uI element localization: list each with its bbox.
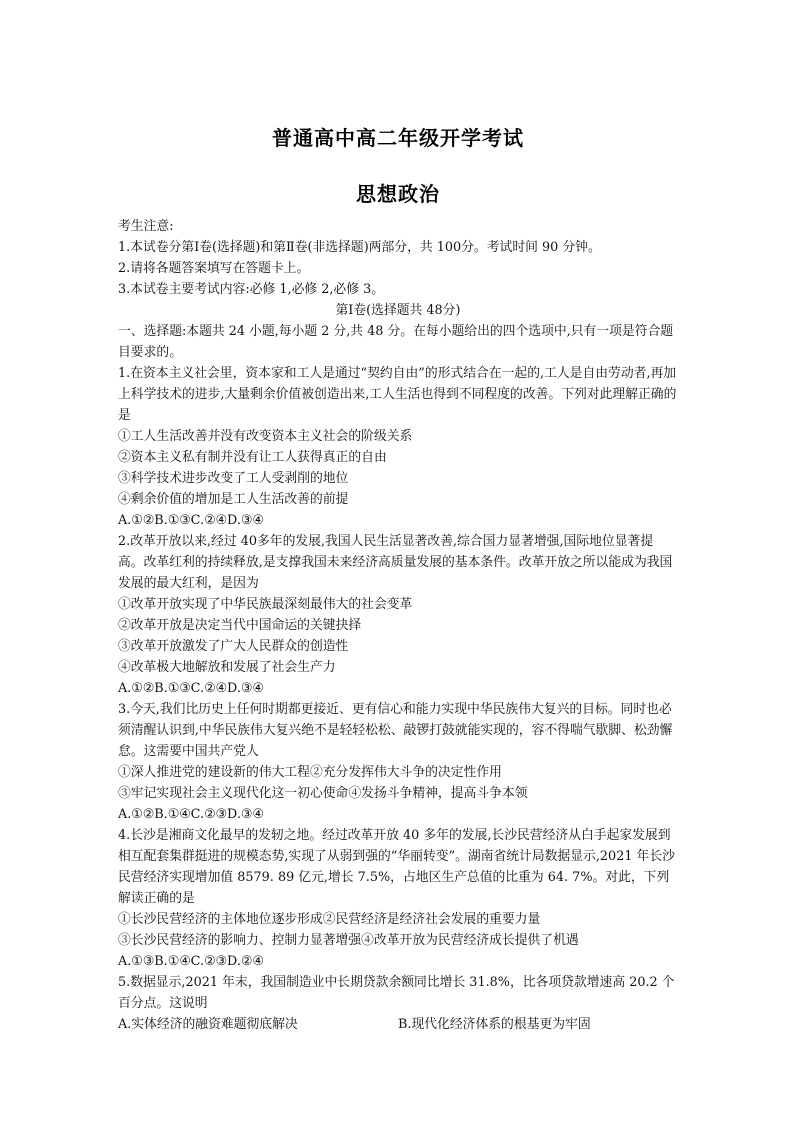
exam-title: 普通高中高二年级开学考试 bbox=[272, 126, 524, 150]
question-stem: 3.今天,我们比历史上任何时期都更接近、更有信心和能力实现中华民族伟大复兴的目标。同时也必须清醒认识到,中华民族伟大复兴绝不是轻轻松松、敲锣打鼓就能实现的，容不得喘气歇脚、松劲懈怠。这需要中国共产党人 bbox=[118, 702, 673, 759]
answer-options-row bbox=[118, 1014, 678, 1035]
statement: ④改革极大地解放和发展了社会生产力 bbox=[118, 660, 336, 675]
notice-item: 2.请将各题答案填写在答题卡上。 bbox=[118, 261, 310, 276]
section-instruction: 一、选择题:本题共 24 小题,每小题 2 分,共 48 分。在每小题给出的四个选项中,只有一项是符合题目要求的。 bbox=[118, 324, 674, 360]
statement: ①改革开放实现了中华民族最深刻最伟大的社会变革 bbox=[118, 597, 413, 612]
answer-options: A.①②B.①④C.②③D.③④ bbox=[118, 807, 264, 822]
question-stem: 1.在资本主义社会里，资本家和工人是通过“契约自由”的形式结合在一起的,工人是自由劳动者,再加上科学技术的进步,大量剩余价值被创造出来,工人生活也得到不同程度的改善。下列对此理解正确的是 bbox=[118, 366, 677, 423]
answer-options: A.①②B.①③C.②④D.③④ bbox=[118, 513, 264, 528]
option-b: B.现代化经济体系的根基更为牢固 bbox=[398, 1017, 591, 1032]
section-title: 第Ⅰ卷(选择题共 48分) bbox=[335, 303, 461, 318]
statement: ②改革开放是决定当代中国命运的关键抉择 bbox=[118, 618, 362, 633]
notice-item: 1.本试卷分第Ⅰ卷(选择题)和第Ⅱ卷(非选择题)两部分，共 100分。考试时间 90 分钟。 bbox=[118, 240, 601, 255]
statement: ①深人推进党的建设新的伟大工程②充分发挥伟大斗争的决定性作用 bbox=[118, 765, 502, 780]
notice-heading: 考生注意: bbox=[118, 219, 174, 234]
question-stem: 5.数据显示,2021 年末，我国制造业中长期贷款余额同比增长 31.8%，比各项贷款增速高 20.2 个百分点。这说明 bbox=[118, 975, 675, 1011]
statement: ④剩余价值的增加是工人生活改善的前提 bbox=[118, 492, 349, 507]
statement: ①长沙民营经济的主体地位逐步形成②民营经济是经济社会发展的重要力量 bbox=[118, 912, 541, 927]
question-stem: 2.改革开放以来,经过 40多年的发展,我国人民生活显著改善,综合国力显著增强,国际地位显著提高。改革红利的持续释放,是支撑我国未来经济高质量发展的基本条件。改革开放之所以能成为我国发展的最大红利，是因为 bbox=[118, 534, 673, 591]
answer-options: A.①②B.①③C.②④D.③④ bbox=[118, 681, 264, 696]
statement: ②资本主义私有制并没有让工人获得真正的自由 bbox=[118, 450, 387, 465]
option-a: A.实体经济的融资难题彻底解决 bbox=[118, 1017, 298, 1032]
statement: ③改革开放激发了广大人民群众的创造性 bbox=[118, 639, 349, 654]
notice-item: 3.本试卷主要考试内容:必修 1,必修 2,必修 3。 bbox=[118, 282, 385, 297]
exam-content bbox=[118, 216, 678, 1035]
question-stem: 4.长沙是湘商文化最早的发轫之地。经过改革开放 40 多年的发展,长沙民营经济从白手起家发展到相互配套集群挺进的规模态势,实现了从弱到强的“华丽转变”。湖南省统计局数据显示,2021 年长沙民营经济实现增加值 8579. 89 亿元,增长 7.5%，占地区生产总值的比重为 64. 7%。对此，下列解读正确的是 bbox=[118, 828, 675, 906]
subject-title: 思想政治 bbox=[356, 182, 440, 206]
statement: ①工人生活改善并没有改变资本主义社会的阶级关系 bbox=[118, 429, 413, 444]
answer-options: A.①③B.①④C.②③D.②④ bbox=[118, 954, 264, 969]
statement: ③长沙民营经济的影响力、控制力显著增强④改革开放为民营经济成长提供了机遇 bbox=[118, 933, 579, 948]
statement: ③牢记实现社会主义现代化这一初心使命④发扬斗争精神，提高斗争本领 bbox=[118, 786, 528, 801]
statement: ③科学技术进步改变了工人受剥削的地位 bbox=[118, 471, 349, 486]
